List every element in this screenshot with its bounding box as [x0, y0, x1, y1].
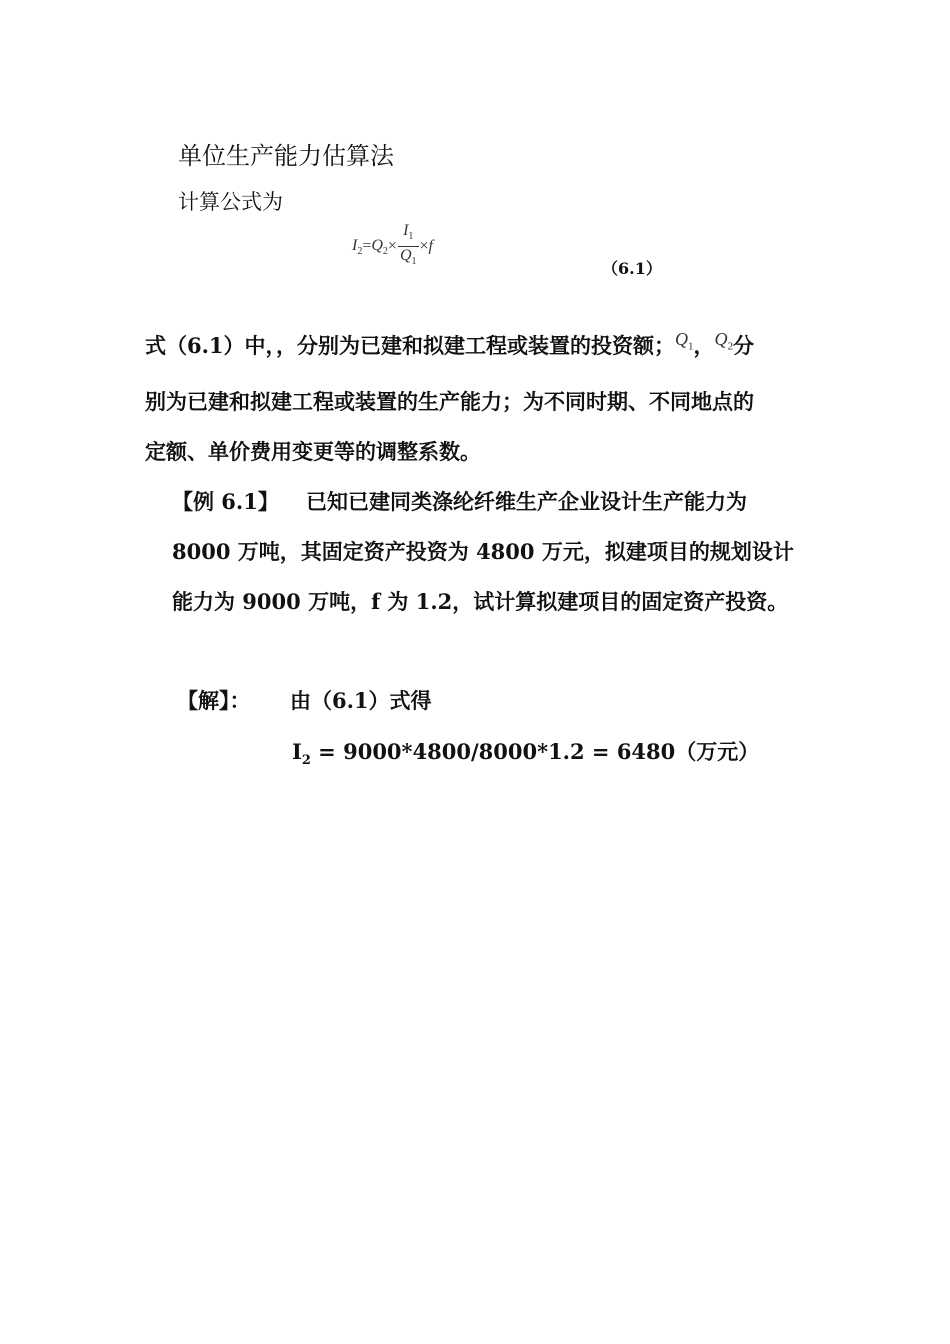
formula-f: f — [428, 237, 433, 255]
description-line-2: 别为已建和拟建工程或装置的生产能力；为不同时期、不同地点的 — [145, 389, 754, 414]
equation-number: （6.1） — [602, 259, 662, 278]
formula-q2: $Q_2$ — [371, 237, 388, 258]
solution-equation: $I_2 = 9000*4800/8000*1.2 = 6480$（万元） — [292, 739, 760, 769]
solution-label: 【解】： — [177, 688, 251, 713]
solution-text: 由（6.1）式得 — [290, 688, 432, 713]
formula-times: × — [387, 237, 397, 255]
formula-times-2: × — [419, 237, 429, 255]
q1-symbol: $Q_1$ — [675, 329, 694, 353]
formula-intro: 计算公式为 — [178, 190, 283, 214]
example-line-1: 已知已建同类涤纶纤维生产企业设计生产能力为 — [306, 489, 747, 514]
section-heading: 单位生产能力估算法 — [178, 142, 394, 170]
q2-symbol: $Q_2$ — [714, 329, 734, 353]
description-line-3: 定额、单价费用变更等的调整系数。 — [145, 439, 481, 464]
example-line-3: 能力为 9000 万吨，f 为 1.2，试计算拟建项目的固定资产投资。 — [172, 589, 789, 614]
formula-6-1 — [352, 222, 433, 271]
example-line-2: 8000 万吨，其固定资产投资为 4800 万元，拟建项目的规划设计 — [172, 539, 794, 564]
formula-equals: = — [362, 237, 372, 255]
example-label: 【例 6.1】 — [172, 489, 279, 514]
description-line-1: 式（6.1）中，，分别为已建和拟建工程或装置的投资额；$Q_1$，$Q_2$分 — [145, 329, 755, 358]
formula-i2: $I_2$ — [352, 237, 363, 258]
formula-fraction: $\frac{I_1}{Q_1}$ — [399, 222, 417, 268]
